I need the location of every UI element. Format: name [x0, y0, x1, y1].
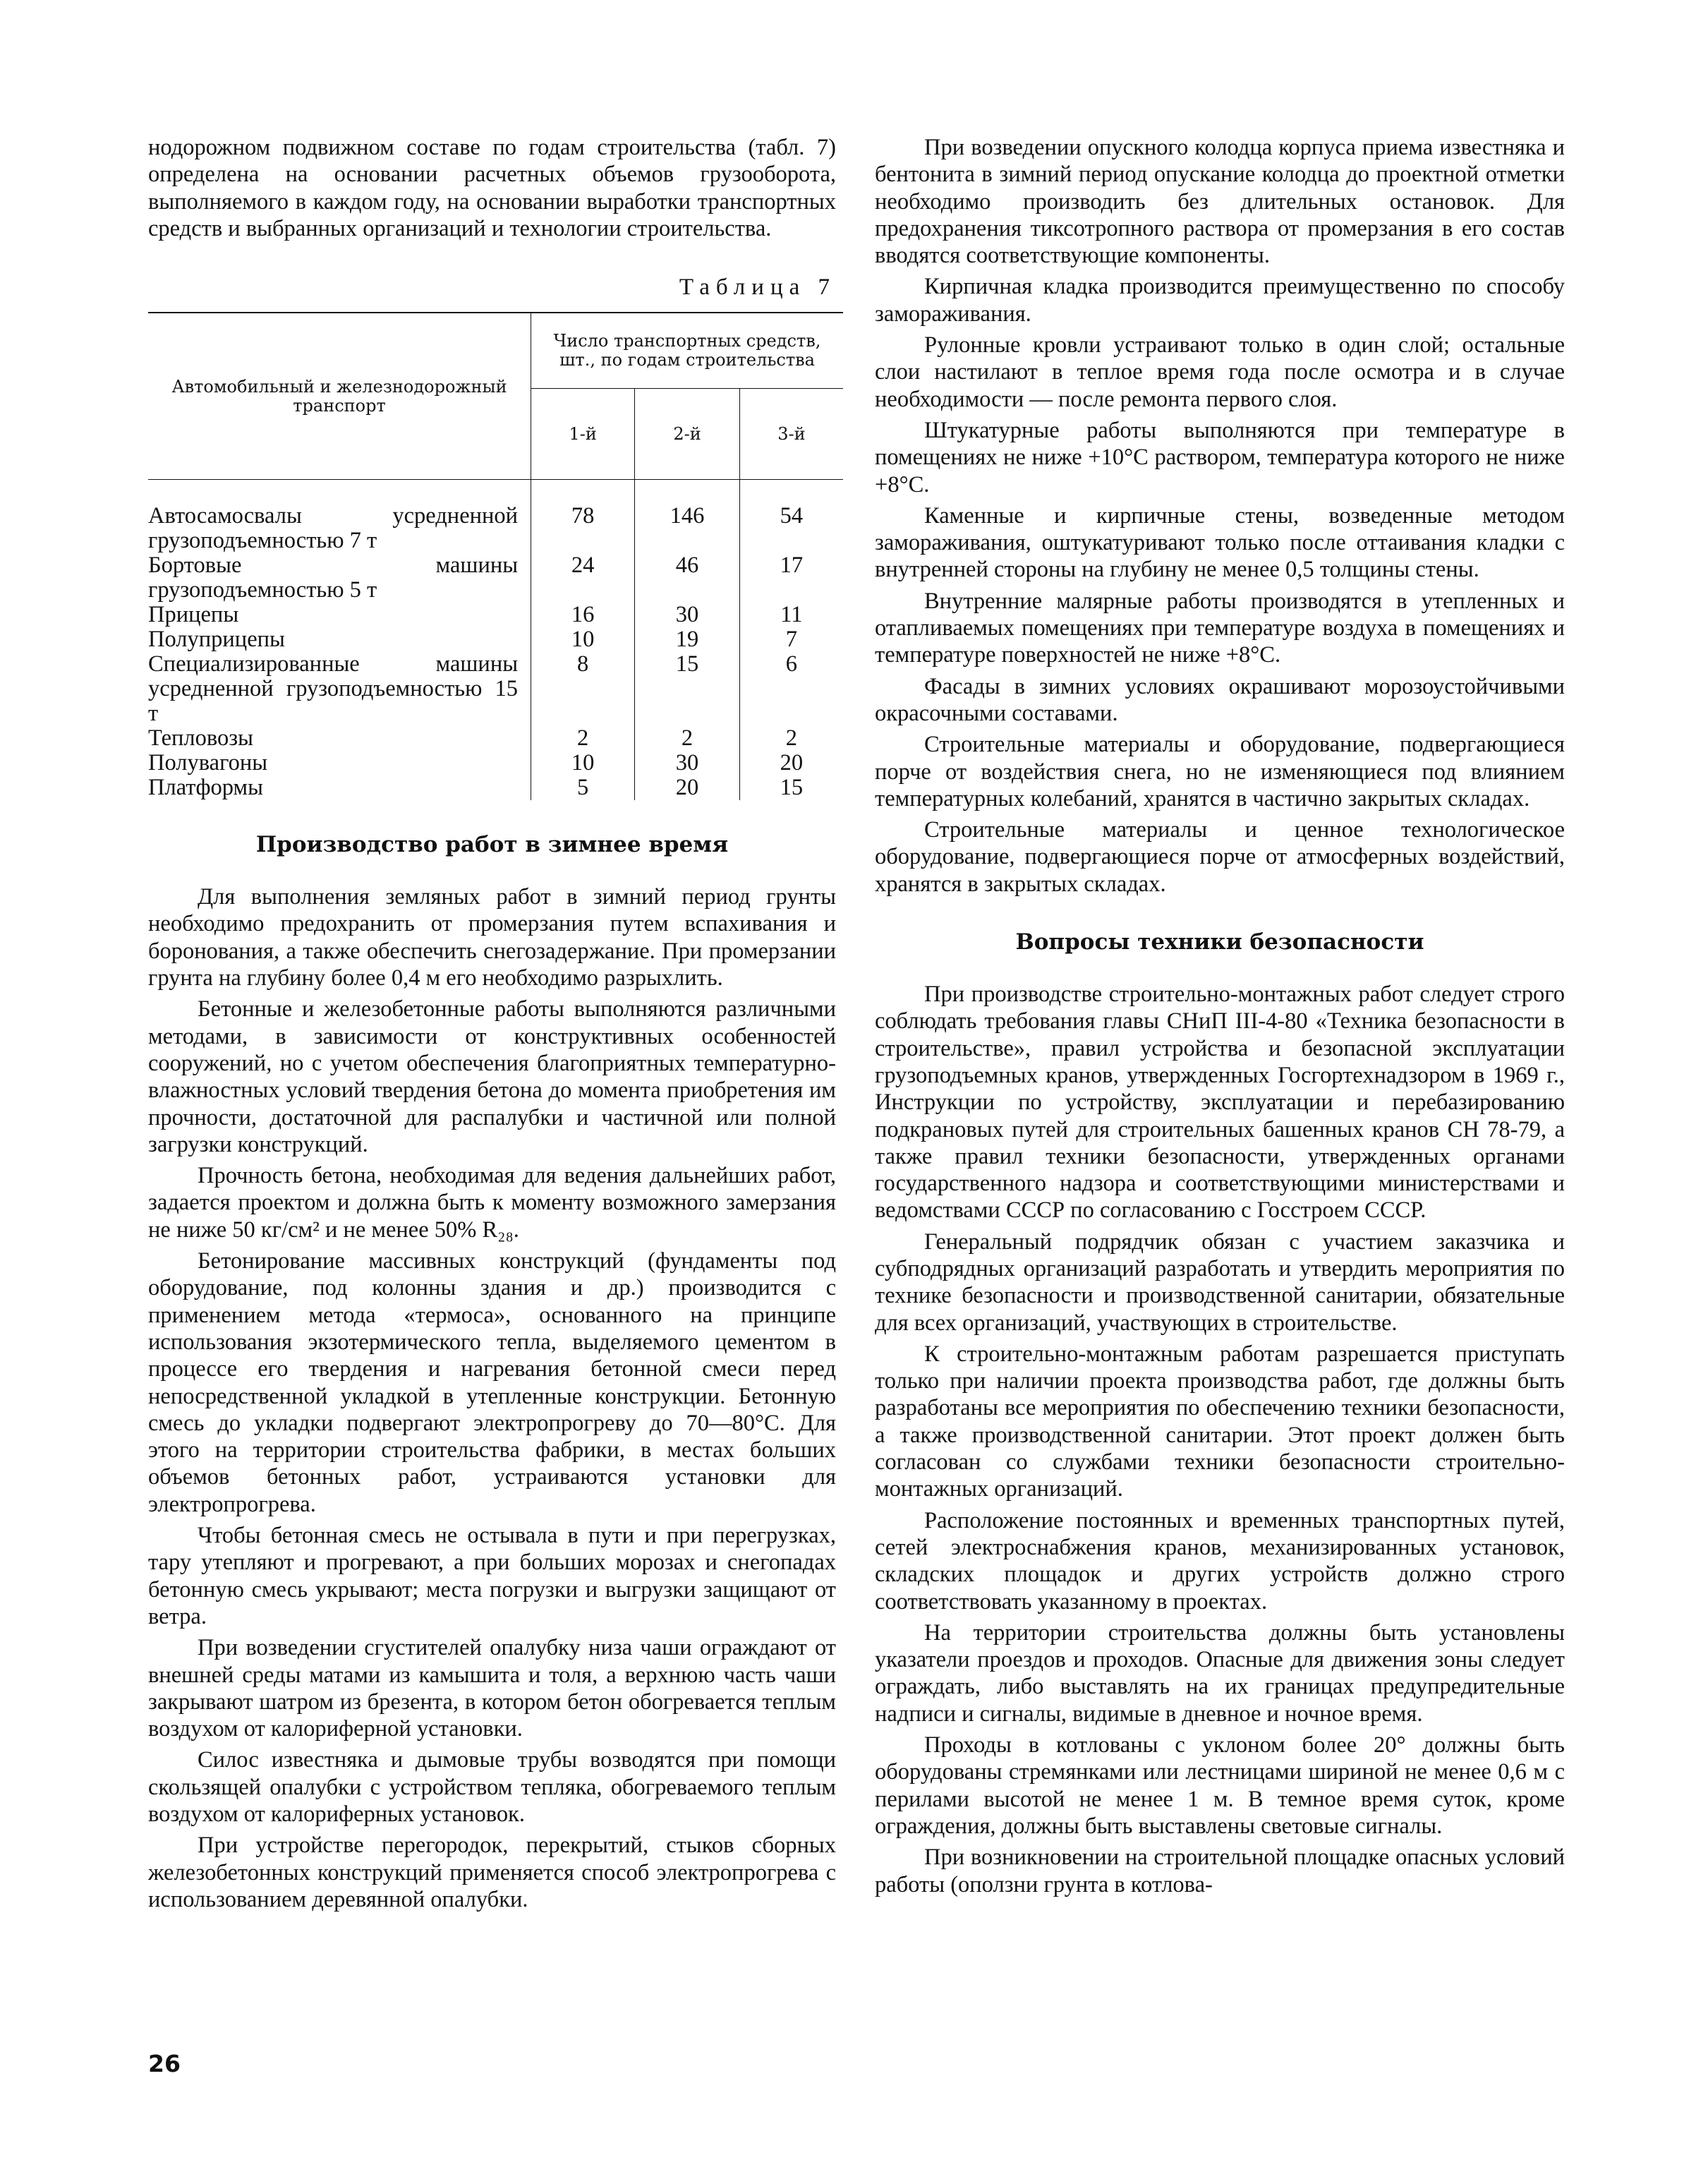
- row-name: Полуприцепы: [148, 627, 285, 653]
- table-row: [148, 775, 843, 800]
- paragraph: При возведении опускного колодца корпуса приема известняка и бентонита в зимний период опускание колодца до проектной отметки необходимо производить без длительных остановок. Для предохранения тиксотропного раствора от промерзания в его состав вводятся соответствующие компоненты.: [875, 135, 1565, 269]
- paragraph: Проходы в котлованы с уклоном более 20° должны быть оборудованы стремянками или лестницами шириной не менее 0,6 м с перилами высотой не менее 1 м. В темное время суток, кроме ограждения, должны быть выставлены световые сигналы.: [875, 1732, 1565, 1839]
- row-value-year-3: 15: [739, 775, 843, 800]
- row-name: Платформы: [148, 775, 263, 801]
- paragraph: Силос известняка и дымовые трубы возводятся при помощи скользящей опалубки с устройством тепляка, обогреваемого теплым воздухом от калориферных установок.: [148, 1747, 836, 1827]
- paragraph: При устройстве перегородок, перекрытий, стыков сборных железобетонных конструкций применяется способ электропрогрева с использованием деревянной опалубки.: [148, 1833, 836, 1912]
- paragraph: Строительные материалы и оборудование, подвергающиеся порче от воздействия снега, но не изменяющиеся под влиянием температурных колебаний, хранятся в частично закрытых складах.: [875, 732, 1565, 811]
- intro-paragraph: нодорожном подвижном составе по годам строительства (табл. 7) определена на основании расчетных объемов грузооборота, выполняемого в каждом году, на основании выработки транспортных средств и выбранных организаций и технологии строительства.: [148, 135, 836, 241]
- row-value-year-2: 15: [635, 652, 739, 726]
- row-value-year-3: 7: [739, 627, 843, 652]
- paragraph: При производстве строительно-монтажных работ следует строго соблюдать требования главы СНиП III-4-80 «Техника безопасности в строительстве», правил устройства и безопасной эксплуатации грузоподъемных кранов, утвержденных Госгортехнадзором в 1969 г., Инструкции по устройству, эксплуатации и перебазированию подкрановых путей для строительных башенных кранов СН 78-79, а также правил техники безопасности, утвержденных органами государственного надзора и соответствующими министерствами и ведомствами СССР по согласованию с Госстроем СССР.: [875, 982, 1565, 1224]
- row-value-year-2: 2: [635, 726, 739, 751]
- row-value-year-2: 30: [635, 603, 739, 627]
- paragraph: Расположение постоянных и временных транспортных путей, сетей электроснабжения кранов, механизированных установок, складских площадок и других устройств должно строго соответствовать указанному в проектах.: [875, 1507, 1565, 1614]
- table-row: [148, 603, 843, 627]
- paragraph: Строительные материалы и ценное технологическое оборудование, подвергающиеся порче от атмосферных воздействий, хранятся в закрытых складах.: [875, 817, 1565, 897]
- table-row: [148, 652, 843, 726]
- table-row: [148, 553, 843, 603]
- table-header-year-3: 3-й: [739, 389, 843, 480]
- paragraph: Бетонные и железобетонные работы выполняются различными методами, в зависимости от конструктивных особенностей сооружений, но с учетом обеспечения благоприятных температурно-влажностных условий твердения бетона до момента приобретения им прочности, достаточной для распалубки и частичной или полной загрузки конструкций.: [148, 996, 836, 1157]
- row-value-year-3: 17: [739, 553, 843, 603]
- row-value-year-1: 16: [531, 603, 635, 627]
- paragraph: Прочность бетона, необходимая для ведения дальнейших работ, задается проектом и должна быть к моменту возможного замерзания не ниже 50 кг/см² и не менее 50% R₂₈.: [148, 1163, 836, 1243]
- table-row: [148, 627, 843, 652]
- section-heading-winter: Производство работ в зимнее время: [255, 832, 729, 858]
- row-name: Специализированные машины усредненной грузоподъемностью 15 т: [148, 651, 519, 727]
- table-header-year-1: 1-й: [531, 389, 635, 480]
- table-row: [148, 751, 843, 775]
- row-value-year-1: 10: [531, 627, 635, 652]
- row-value-year-1: 10: [531, 751, 635, 775]
- row-value-year-2: 46: [635, 553, 739, 603]
- row-value-year-1: 78: [531, 480, 635, 554]
- row-value-year-3: 2: [739, 726, 843, 751]
- row-name: Прицепы: [148, 602, 239, 628]
- left-column: [148, 134, 836, 1917]
- paragraph: При возведении сгустителей опалубку низа чаши ограждают от внешней среды матами из камышита и толя, а верхнюю часть чаши закрывают шатром из брезента, в котором бетон обогревается теплым воздухом от калориферной установки.: [148, 1635, 836, 1742]
- paragraph: Штукатурные работы выполняются при температуре в помещениях не ниже +10°С раствором, температура которого не ниже +8°С.: [875, 417, 1565, 497]
- row-value-year-1: 5: [531, 775, 635, 800]
- row-value-year-3: 11: [739, 603, 843, 627]
- row-value-year-2: 20: [635, 775, 739, 800]
- row-value-year-2: 146: [635, 480, 739, 554]
- paragraph: Рулонные кровли устраивают только в один слой; остальные слои настилают в теплое время года после осмотра и в случае необходимости — после ремонта первого слоя.: [875, 332, 1565, 412]
- row-name: Тепловозы: [148, 725, 253, 751]
- row-value-year-1: 24: [531, 553, 635, 603]
- paragraph: При возникновении на строительной площадке опасных условий работы (оползни грунта в котлова-: [875, 1845, 1565, 1897]
- table-header-transport: Автомобильный и железнодорожный транспорт: [148, 313, 531, 480]
- paragraph: Генеральный подрядчик обязан с участием заказчика и субподрядных организаций разработать и утвердить мероприятия по технике безопасности и производственной санитарии, обязательные для всех организаций, участвующих в строительстве.: [875, 1229, 1565, 1336]
- row-value-year-3: 6: [739, 652, 843, 726]
- section-heading-safety: Вопросы техники безопасности: [1015, 929, 1424, 955]
- paragraph: Внутренние малярные работы производятся в утепленных и отапливаемых помещениях при температуре воздуха в помещениях и температуре поверхностей не ниже +8°С.: [875, 588, 1565, 668]
- row-value-year-2: 30: [635, 751, 739, 775]
- table-header-year-2: 2-й: [635, 389, 739, 480]
- row-name: Полувагоны: [148, 750, 268, 776]
- table-row: [148, 726, 843, 751]
- row-value-year-1: 2: [531, 726, 635, 751]
- row-name: Бортовые машины грузоподъемностью 5 т: [148, 553, 519, 603]
- row-name: Автосамосвалы усредненной грузоподъемностью 7 т: [148, 503, 519, 554]
- paragraph: Бетонирование массивных конструкций (фундаменты под оборудование, под колонны здания и др.) производится с применением метода «термоса», основанного на принципе использования экзотермического тепла, выделяемого цементом в процессе его твердения и нагревания бетонной смеси перед непосредственной укладкой в утепленные конструкции. Бетонную смесь до укладки подвергают электропрогреву до 70—80°С. Для этого на территории строительства фабрики, в местах больших объемов бетонных работ, устраиваются установки для электропрогрева.: [148, 1248, 836, 1517]
- paragraph: На территории строительства должны быть установлены указатели проездов и проходов. Опасные для движения зоны следует ограждать, либо выставлять на их границах предупредительные надписи и сигналы, видимые в дневное и ночное время.: [875, 1619, 1565, 1727]
- row-value-year-3: 54: [739, 480, 843, 554]
- table-row: [148, 480, 843, 554]
- paragraph: Кирпичная кладка производится преимущественно по способу замораживания.: [875, 274, 1565, 327]
- transport-table: [148, 312, 843, 800]
- paragraph: Фасады в зимних условиях окрашивают морозоустойчивыми окрасочными составами.: [875, 673, 1565, 726]
- table-header-group: Число транспортных средств, шт., по годам строительства: [531, 313, 843, 389]
- table-caption: Таблица 7: [679, 274, 836, 301]
- row-value-year-2: 19: [635, 627, 739, 652]
- right-column: [875, 134, 1565, 1902]
- paragraph: Чтобы бетонная смесь не остывала в пути и при перегрузках, тару утепляют и прогревают, а при больших морозах и снегопадах бетонную смесь укрывают; места погрузки и выгрузки защищают от ветра.: [148, 1523, 836, 1629]
- paragraph: Для выполнения земляных работ в зимний период грунты необходимо предохранить от промерзания путем вспахивания и боронования, а также обеспечить снегозадержание. При промерзании грунта на глубину более 0,4 м его необходимо разрыхлить.: [148, 884, 836, 991]
- row-value-year-1: 8: [531, 652, 635, 726]
- page-number: 26: [148, 2050, 181, 2077]
- paragraph: К строительно-монтажным работам разрешается приступать только при наличии проекта производства работ, где должны быть разработаны все мероприятия по обеспечению техники безопасности, а также производственной санитарии. Этот проект должен быть согласован со службами техники безопасности строительно-монтажных организаций.: [875, 1341, 1565, 1502]
- row-value-year-3: 20: [739, 751, 843, 775]
- paragraph: Каменные и кирпичные стены, возведенные методом замораживания, оштукатуривают только после оттаивания кладки с внутренней стороны на глубину не менее 0,5 толщины стены.: [875, 502, 1565, 583]
